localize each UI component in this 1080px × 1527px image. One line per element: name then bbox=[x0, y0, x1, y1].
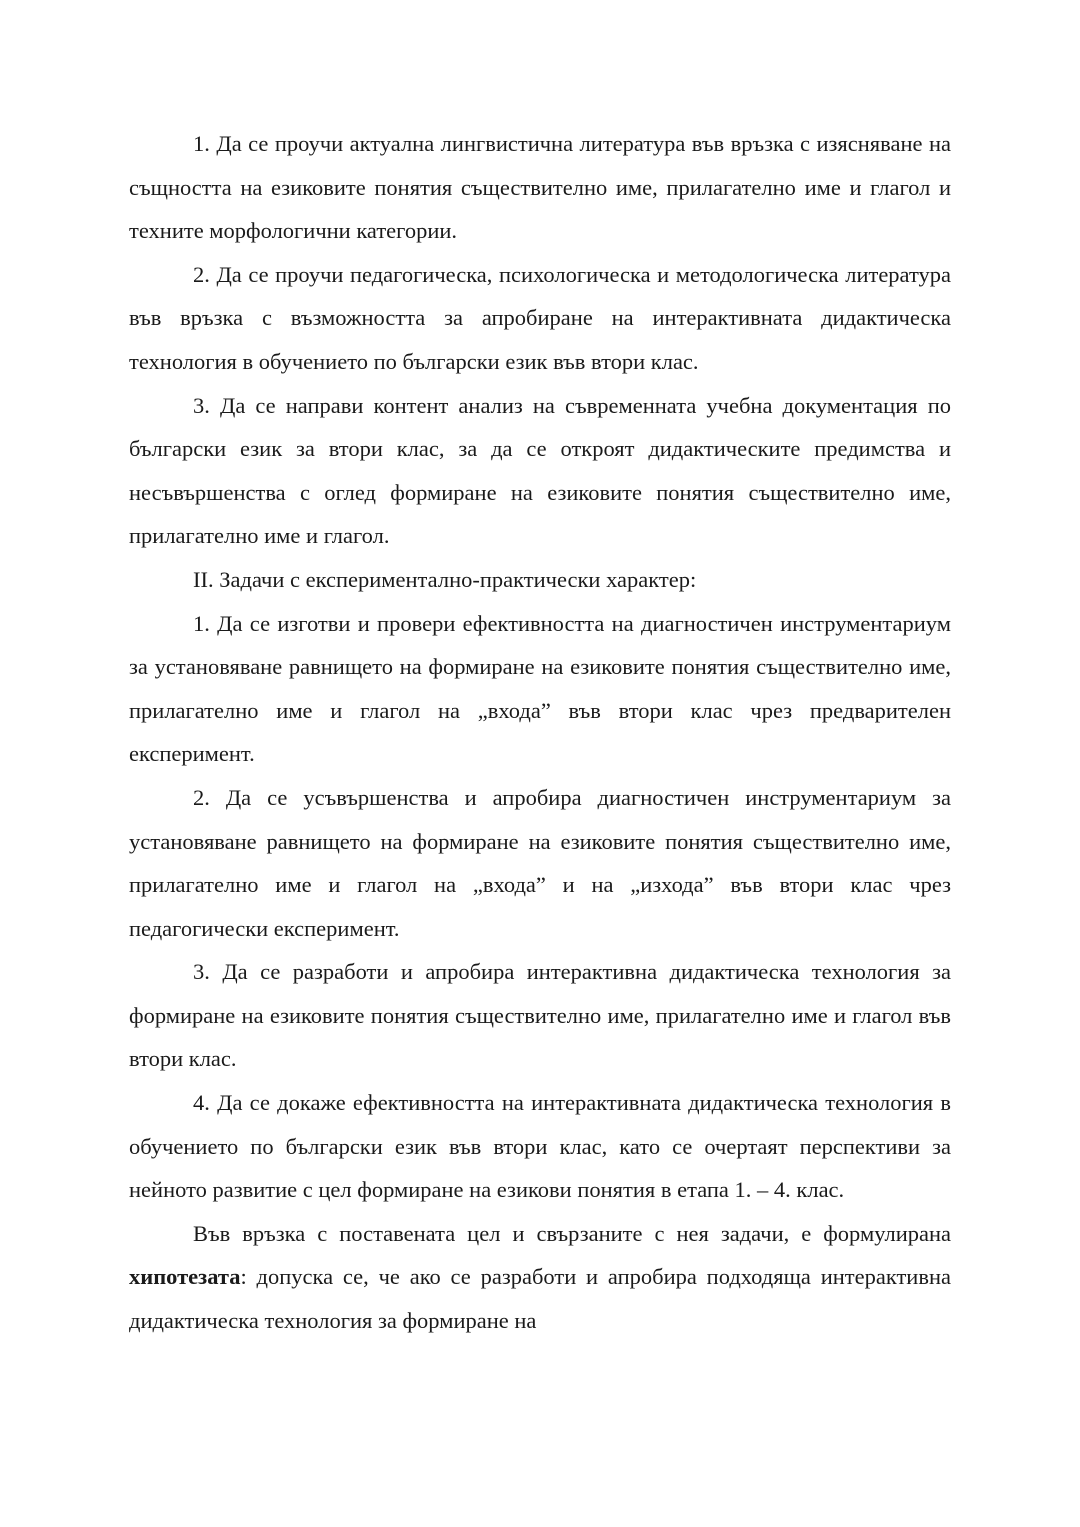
experimental-task-paragraph-3: 3. Да се разработи и апробира интерактивна дидактическа технология за формиране на езиковите понятия съществително име, прилагателно име и глагол във втори клас. bbox=[129, 959, 951, 1072]
task-paragraph-1: 1. Да се проучи актуална лингвистична литература във връзка с изясняване на същността на езиковите понятия съществително име, прилагателно име и глагол и техните морфологични категории. bbox=[129, 131, 951, 244]
experimental-task-paragraph-4: 4. Да се докаже ефективността на интерактивната дидактическа технология в обучението по български език във втори клас, като се очертаят перспективи за нейното развитие с цел формиране на езикови понятия в етапа 1. – 4. клас. bbox=[129, 1090, 951, 1203]
experimental-task-paragraph-1: 1. Да се изготви и провери ефективността на диагностичен инструментариум за установяване равнището на формиране на езиковите понятия съществително име, прилагателно име и глагол на „входа” във втори клас чрез предварителен експеримент. bbox=[129, 610, 951, 767]
task-paragraph-3: 3. Да се направи контент анализ на съвременната учебна документация по български език за втори клас, за да се откроят дидактическите предимства и несъвършенства с оглед формиране на езиковите понятия съществително име, прилагателно име и глагол. bbox=[129, 392, 951, 549]
hypothesis-body-text: : допуска се, че ако се разработи и апробира подходяща интерактивна дидактическа технология за формиране на bbox=[129, 1264, 951, 1334]
document-page bbox=[129, 122, 951, 1343]
experimental-task-paragraph-2: 2. Да се усъвършенства и апробира диагностичен инструментариум за установяване равнището на формиране на езиковите понятия съществително име, прилагателно име и глагол на „входа” и на „изхода” във втори клас чрез педагогически експеримент. bbox=[129, 784, 951, 941]
hypothesis-intro-text: Във връзка с поставената цел и свързаните с нея задачи, е формулирана bbox=[193, 1220, 951, 1246]
hypothesis-paragraph bbox=[129, 1212, 951, 1343]
task-paragraph-2: 2. Да се проучи педагогическа, психологическа и методологическа литература във връзка с възможността за апробиране на интерактивната дидактическа технология в обучението по български език във втори клас. bbox=[129, 261, 951, 374]
section-heading-experimental-tasks: II. Задачи с експериментално-практически характер: bbox=[193, 566, 697, 592]
hypothesis-keyword: хипотезата bbox=[129, 1264, 241, 1290]
